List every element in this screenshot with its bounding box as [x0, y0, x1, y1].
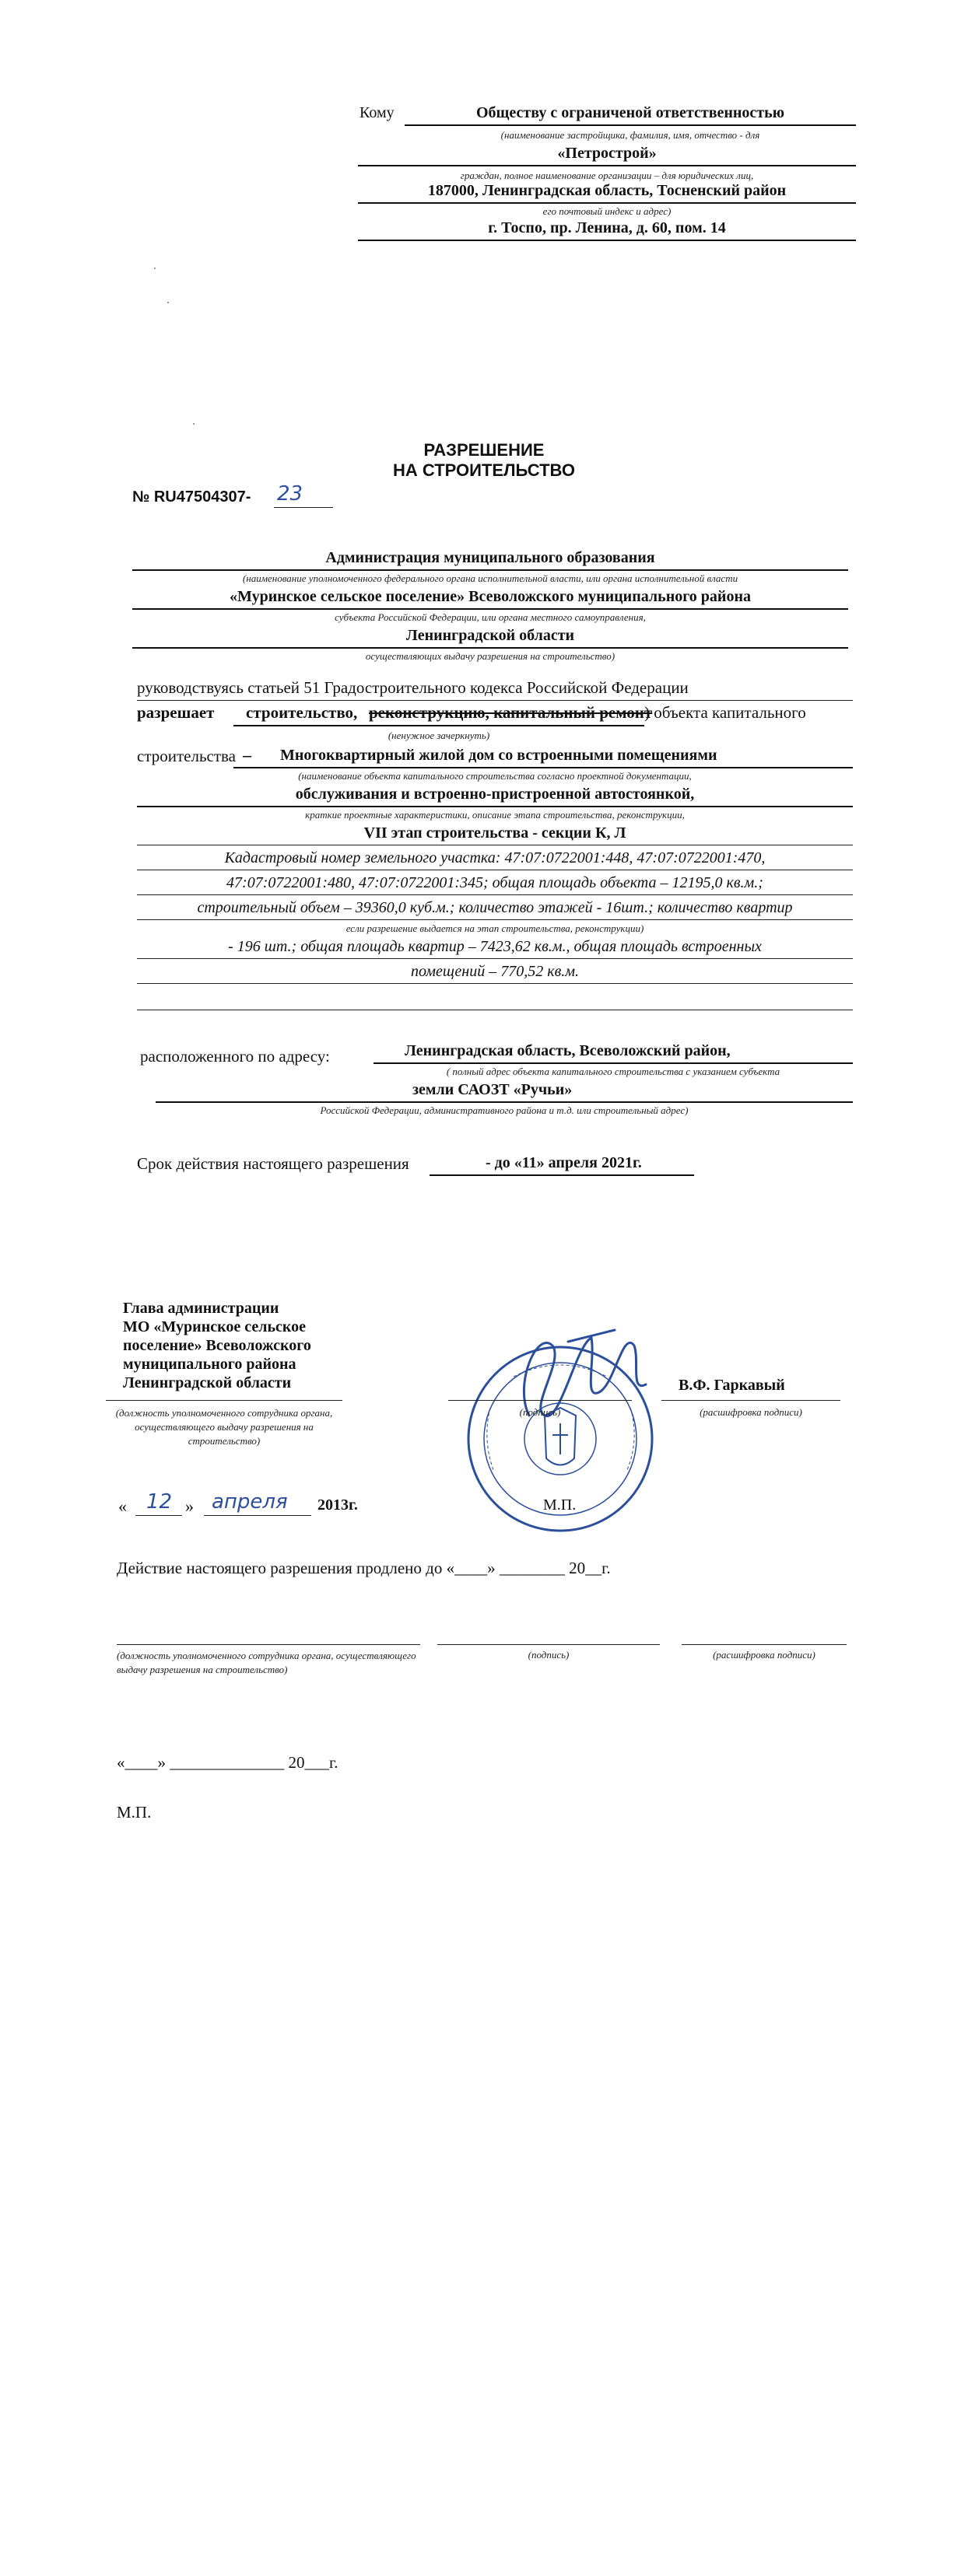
construction-label: строительства: [137, 747, 237, 765]
rule: [358, 240, 856, 241]
date-day-handwritten: 12: [146, 1490, 173, 1514]
document-subtitle: НА СТРОИТЕЛЬСТВО: [392, 460, 576, 480]
location-label: расположенного по адресу:: [140, 1047, 330, 1066]
rule: [448, 1400, 632, 1401]
rule: [135, 1515, 182, 1516]
object-line-2: обслуживания и встроенно-пристроенной автостоянкой,: [295, 786, 695, 803]
signer-position: [123, 1299, 311, 1392]
address-line-1: 187000, Ленинградская область, Тосненский район: [427, 182, 787, 199]
permit-number: № RU47504307-: [132, 488, 251, 506]
rule: [358, 202, 856, 204]
object-line-3: VII этап строительства - секции К, Л: [363, 824, 626, 842]
hint: его почтовый индекс и адрес): [542, 205, 672, 217]
permit-number-handwritten: 23: [277, 482, 303, 506]
rule: [137, 958, 853, 959]
rule: [137, 983, 853, 984]
signer-position-line: Глава администрации: [123, 1300, 279, 1317]
details-line-5: помещений – 770,52 кв.м.: [410, 963, 580, 980]
location-line-2: земли САОЗТ «Ручьи»: [412, 1081, 573, 1098]
rule: [661, 1400, 840, 1401]
hint: (должность уполномоченного сотрудника органа, осуществляющего выдачу разрешения на строительство): [115, 1407, 333, 1447]
signer-position-line: поселение» Всеволожского: [123, 1337, 311, 1354]
authority-line-2: «Муринское сельское поселение» Всеволожского муниципального района: [230, 588, 751, 605]
hint: (подпись): [519, 1406, 561, 1418]
hint: субъекта Российской Федерации, или органа местного самоуправления,: [335, 611, 646, 623]
recipient-line-2: «Петрострой»: [557, 145, 657, 162]
details-line-1: Кадастровый номер земельного участка: 47:07:0722001:448, 47:07:0722001:470,: [224, 849, 766, 866]
document-title: РАЗРЕШЕНИЕ: [423, 440, 545, 460]
recipient-line-1: Обществу с ограниченой ответственностью: [475, 104, 784, 121]
rule: [430, 1174, 694, 1176]
details-line-3: строительный объем – 39360,0 куб.м.; количество этажей - 16шт.; количество квартир: [197, 899, 793, 916]
validity-label: Срок действия настоящего разрешения: [137, 1154, 409, 1173]
rule: [682, 1644, 847, 1645]
permit-kind-selected: строительство,: [246, 703, 358, 722]
rule: [132, 569, 848, 571]
extension-seal-label: М.П.: [117, 1803, 152, 1822]
details-line-2: 47:07:0722001:480, 47:07:0722001:345; общая площадь объекта – 12195,0 кв.м.;: [226, 874, 763, 891]
extension-date: «____» ______________ 20___г.: [117, 1753, 338, 1772]
signer-name: В.Ф. Гаркавый: [679, 1377, 785, 1394]
rule: [358, 165, 856, 166]
scan-speck: [167, 302, 169, 303]
rule: [204, 1515, 311, 1516]
date-year: 2013г.: [317, 1496, 358, 1514]
rule: [233, 767, 853, 768]
to-label: Кому: [359, 104, 395, 121]
dash: –: [243, 745, 251, 765]
object-line-1: Многоквартирный жилой дом со встроенными помещениями: [280, 747, 717, 764]
date-close-quote: »: [185, 1496, 194, 1516]
rule: [137, 919, 853, 920]
location-line-1: Ленинградская область, Всеволожский район,: [405, 1042, 731, 1059]
scan-speck: [193, 423, 195, 425]
date-open-quote: «: [118, 1496, 127, 1516]
rule: [137, 894, 853, 895]
hint: (наименование застройщика, фамилия, имя, отчество - для: [500, 129, 760, 141]
permits-label: разрешает: [137, 703, 215, 722]
rule: [137, 700, 853, 701]
hint: (наименование уполномоченного федерального органа исполнительной власти, или органа исполнительной власти: [242, 572, 738, 584]
hint: осуществляющих выдачу разрешения на строительство): [365, 650, 616, 662]
hint: краткие проектные характеристики, описание этапа строительства, реконструкции,: [305, 809, 685, 821]
authority-line-1: Администрация муниципального образования: [325, 549, 655, 566]
signer-position-line: Ленинградской области: [123, 1374, 292, 1391]
permit-kind-struck: реконструкцию, капитальный ремонт: [369, 703, 653, 722]
rule: [137, 806, 853, 807]
rule: [156, 1101, 853, 1103]
permit-tail: ) объекта капитального: [644, 703, 806, 722]
date-month-handwritten: апреля: [212, 1490, 288, 1514]
signer-position-line: муниципального района: [123, 1356, 296, 1373]
rule: [374, 1062, 853, 1064]
hint: (должность уполномоченного сотрудника органа, осуществляющего выдачу разрешения на строительство): [117, 1650, 416, 1675]
hint: (наименование объекта капитального строительства согласно проектной документации,: [298, 770, 692, 782]
seal-and-signature-graphic: [436, 1299, 693, 1556]
signer-position-line: МО «Муринское сельское: [123, 1318, 307, 1335]
address-line-2: г. Тоспо, пр. Ленина, д. 60, пом. 14: [488, 219, 726, 236]
scan-speck: [154, 268, 156, 269]
rule: [437, 1644, 660, 1645]
hint: (ненужное зачеркнуть): [388, 730, 490, 741]
hint: ( полный адрес объекта капитального строительства с указанием субъекта: [446, 1066, 780, 1077]
details-line-4: - 196 шт.; общая площадь квартир – 7423,62 кв.м., общая площадь встроенных: [228, 938, 762, 955]
rule: [274, 507, 333, 508]
rule: [132, 608, 848, 610]
hint: (расшифровка подписи): [713, 1649, 815, 1661]
rule: [233, 725, 644, 726]
seal-label: М.П.: [543, 1496, 577, 1514]
hint: (подпись): [528, 1649, 570, 1661]
extension-text: Действие настоящего разрешения продлено до «____» ________ 20__г.: [117, 1559, 611, 1577]
validity-value: - до «11» апреля 2021г.: [486, 1154, 642, 1171]
hint: Российской Федерации, административного района и т.д. или строительный адрес): [320, 1104, 689, 1116]
rule: [106, 1400, 342, 1401]
rule: [132, 647, 848, 649]
guided-by-text: руководствуясь статьей 51 Градостроительного кодекса Российской Федерации: [137, 678, 689, 697]
rule: [405, 124, 856, 126]
hint: граждан, полное наименование организации – для юридических лиц,: [460, 170, 754, 181]
hint: (расшифровка подписи): [700, 1406, 802, 1418]
rule: [117, 1644, 420, 1645]
hint: если разрешение выдается на этап строительства, реконструкции): [345, 922, 644, 934]
authority-line-3: Ленинградской области: [405, 627, 575, 644]
